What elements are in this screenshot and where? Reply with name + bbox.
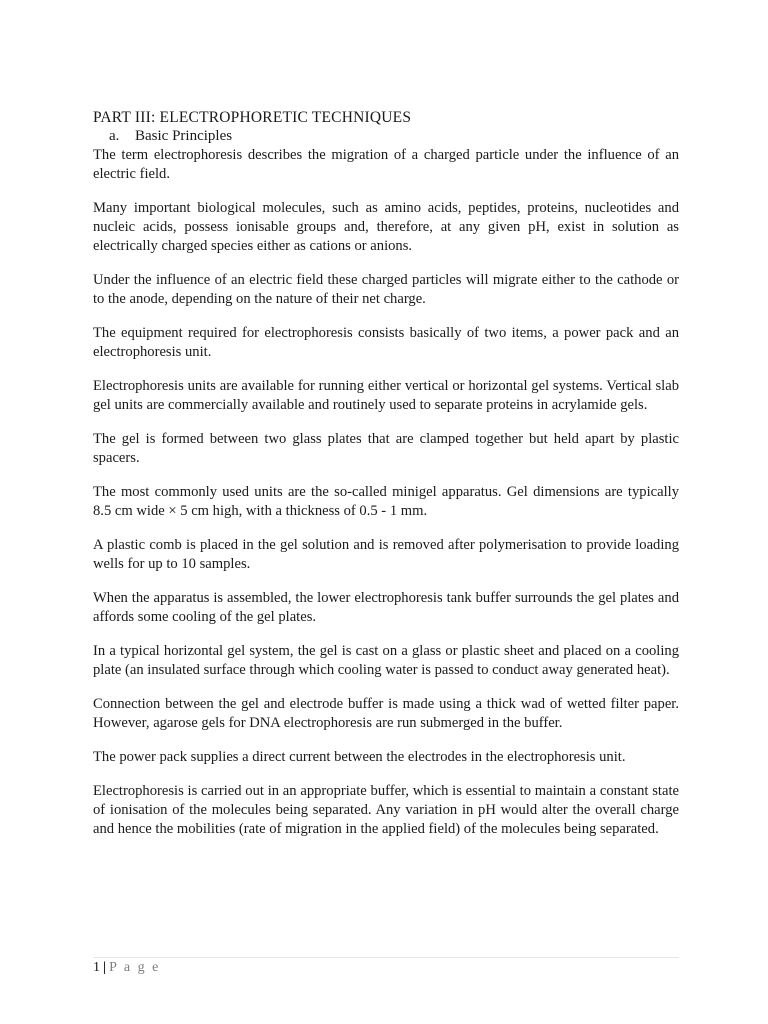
- paragraph: A plastic comb is placed in the gel solution and is removed after polymerisation to provide loading wells for up to 10 samples.: [93, 537, 679, 572]
- paragraph: When the apparatus is assembled, the lower electrophoresis tank buffer surrounds the gel plates and affords some cooling of the gel plates.: [93, 590, 679, 625]
- paragraph: Under the influence of an electric field these charged particles will migrate either to the cathode or to the anode, depending on the nature of their net charge.: [93, 272, 679, 307]
- page-label: P a g e: [109, 960, 161, 975]
- footer-separator: |: [103, 960, 107, 975]
- subsection-marker: a.: [109, 128, 120, 144]
- paragraph: The gel is formed between two glass plates that are clamped together but held apart by plastic spacers.: [93, 431, 679, 466]
- subsection-title: Basic Principles: [135, 128, 233, 144]
- page-footer: [93, 959, 160, 977]
- paragraph: The most commonly used units are the so-called minigel apparatus. Gel dimensions are typically 8.5 cm wide × 5 cm high, with a thickness of 0.5 - 1 mm.: [93, 484, 679, 519]
- paragraph: In a typical horizontal gel system, the gel is cast on a glass or plastic sheet and placed on a cooling plate (an insulated surface through which cooling water is passed to conduct away generated heat).: [93, 643, 679, 678]
- page-number: 1: [93, 960, 100, 975]
- page-body: [93, 108, 679, 854]
- subsection-heading: [109, 127, 679, 146]
- paragraph: Connection between the gel and electrode buffer is made using a thick wad of wetted filter paper. However, agarose gels for DNA electrophoresis are run submerged in the buffer.: [93, 696, 679, 731]
- paragraph: The power pack supplies a direct current between the electrodes in the electrophoresis unit.: [93, 749, 626, 765]
- paragraph: Electrophoresis is carried out in an appropriate buffer, which is essential to maintain a constant state of ionisation of the molecules being separated. Any variation in pH would alter the overall charge and hence the mobilities (rate of migration in the applied field) of the molecules being separated.: [93, 783, 679, 837]
- paragraph: The term electrophoresis describes the migration of a charged particle under the influence of an electric field.: [93, 147, 679, 182]
- footer-divider: [93, 957, 679, 958]
- paragraph: Many important biological molecules, such as amino acids, peptides, proteins, nucleotides and nucleic acids, possess ionisable groups and, therefore, at any given pH, exist in solution as electrically charged species either as cations or anions.: [93, 200, 679, 254]
- section-heading: PART III: ELECTROPHORETIC TECHNIQUES: [93, 109, 412, 126]
- paragraph: Electrophoresis units are available for running either vertical or horizontal gel systems. Vertical slab gel units are commercially available and routinely used to separate proteins in acrylamide gels.: [93, 378, 679, 413]
- paragraph: The equipment required for electrophoresis consists basically of two items, a power pack and an electrophoresis unit.: [93, 325, 679, 360]
